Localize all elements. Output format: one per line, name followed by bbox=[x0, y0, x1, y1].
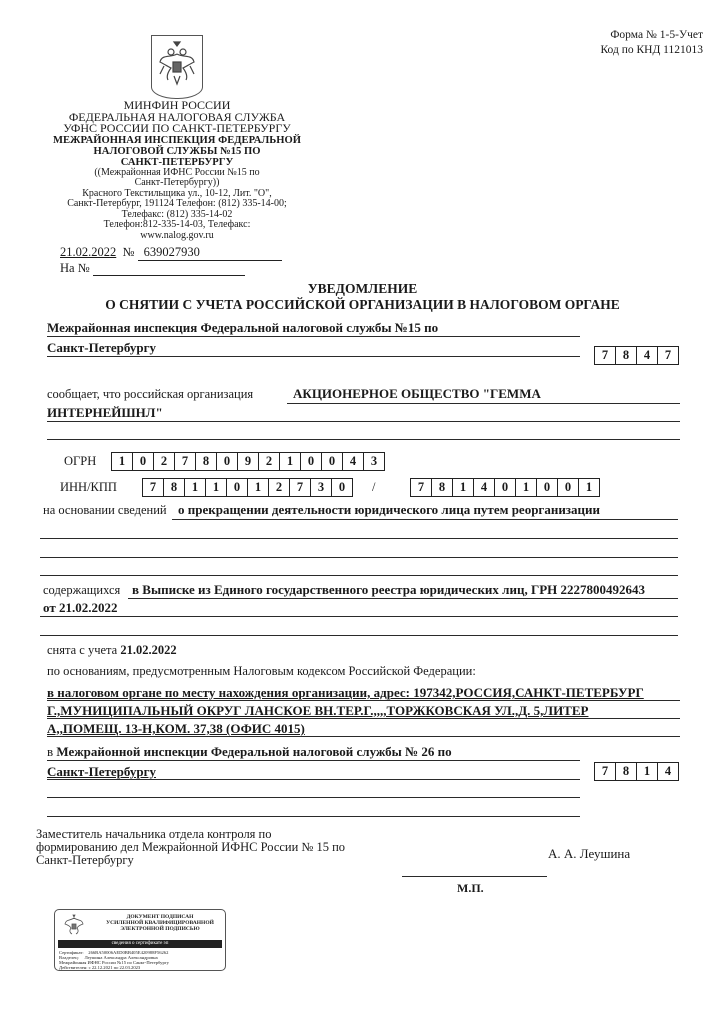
source-line-1: в Выписке из Единого государственного реестра юридических лиц, ГРН 2227800492643 bbox=[132, 582, 646, 597]
source-underline-1 bbox=[128, 598, 678, 599]
source-underline-2 bbox=[40, 616, 678, 617]
eds-header bbox=[97, 914, 223, 932]
digit-cell: 4 bbox=[343, 453, 364, 470]
signer-position-2: формированию дел Межрайонной ИФНС России № 15 по bbox=[36, 840, 346, 854]
document-reference bbox=[60, 245, 282, 276]
digit-cell: 0 bbox=[495, 479, 516, 496]
digit-cell: 2 bbox=[154, 453, 175, 470]
signature-line bbox=[402, 876, 547, 877]
digit-cell: 1 bbox=[585, 480, 593, 494]
digit-cell: 0 bbox=[338, 480, 346, 494]
issuer-underline-1 bbox=[47, 336, 580, 337]
eagle-emblem-icon bbox=[63, 913, 85, 937]
digit-cell: 0 bbox=[227, 479, 248, 496]
basis-underline bbox=[172, 519, 678, 520]
digit-cell: 0 bbox=[537, 479, 558, 496]
knd-code: Код по КНД 1121013 bbox=[600, 44, 703, 56]
document-number: 639027930 bbox=[138, 245, 282, 261]
number-label: № bbox=[122, 245, 135, 259]
grounds-underline-1 bbox=[47, 700, 680, 701]
ogrn-cells bbox=[111, 452, 385, 471]
inspection-short-1: ((Межрайонная ИФНС России №15 по bbox=[94, 166, 260, 178]
eds-cert-label: Сертификат: bbox=[59, 950, 84, 955]
digit-cell: 4 bbox=[474, 479, 495, 496]
target-name-2: Санкт-Петербургу bbox=[47, 764, 156, 779]
code-cell: 7 bbox=[595, 347, 616, 364]
service-name: ФЕДЕРАЛЬНАЯ НАЛОГОВАЯ СЛУЖБА bbox=[68, 109, 286, 124]
seal-place: М.П. bbox=[457, 881, 484, 895]
digit-cell: 7 bbox=[143, 479, 164, 496]
source-line-2: от 21.02.2022 bbox=[43, 600, 118, 615]
digit-cell: 1 bbox=[453, 479, 474, 496]
electronic-signature-stamp bbox=[54, 909, 226, 971]
org-label: сообщает, что российская организация bbox=[47, 387, 254, 401]
grounds-label: по основаниям, предусмотренным Налоговым кодексом Российской Федерации: bbox=[47, 664, 476, 678]
digit-cell: 7 bbox=[411, 479, 432, 496]
title-line-2: О СНЯТИИ С УЧЕТА РОССИЙСКОЙ ОРГАНИЗАЦИИ В НАЛОГОВОМ ОРГАНЕ bbox=[105, 297, 620, 312]
basis-label: на основании сведений bbox=[43, 503, 167, 517]
inspection-name-1: МЕЖРАЙОННАЯ ИНСПЕКЦИЯ ФЕДЕРАЛЬНОЙ bbox=[52, 134, 301, 146]
inn-kpp-slash: / bbox=[372, 480, 376, 494]
grounds-line-1: в налоговом органе по месту нахождения организации, адрес: 197342,РОССИЯ,САНКТ-ПЕТЕРБУРГ bbox=[47, 685, 644, 700]
digit-cell: 0 bbox=[558, 479, 579, 496]
org-underline-2 bbox=[47, 421, 680, 422]
code-cell: 8 bbox=[616, 347, 637, 364]
source-label: содержащихся bbox=[43, 583, 121, 597]
target-underline-1 bbox=[47, 760, 580, 761]
eds-header-3: ЭЛЕКТРОННОЙ ПОДПИСЬЮ bbox=[120, 926, 200, 932]
inn-cells bbox=[142, 478, 353, 497]
grounds-line-2: Г.,МУНИЦИПАЛЬНЫЙ ОКРУГ ЛАНСКОЕ ВН.ТЕР.Г.,,,,ТОРЖКОВСКАЯ УЛ.,Д. 5,ЛИТЕР bbox=[47, 703, 589, 718]
eds-cert-value: 266BA50006AED0BB405E420988F56262 bbox=[88, 950, 169, 955]
form-number: Форма № 1-5-Учет bbox=[610, 29, 703, 41]
ministry-name: МИНФИН РОССИИ bbox=[123, 98, 231, 112]
digit-cell: 8 bbox=[432, 479, 453, 496]
org-underline-1 bbox=[287, 403, 680, 404]
signer-position-1: Заместитель начальника отдела контроля по bbox=[36, 827, 272, 841]
blank-line bbox=[40, 575, 678, 576]
digit-cell: 8 bbox=[196, 453, 217, 470]
blank-line bbox=[47, 816, 580, 817]
inn-kpp-label: ИНН/КПП bbox=[60, 480, 117, 494]
target-line-1 bbox=[47, 744, 452, 760]
target-underline-2 bbox=[47, 779, 580, 780]
digit-cell: 7 bbox=[175, 453, 196, 470]
blank-line bbox=[40, 538, 678, 539]
eds-header-2: УСИЛЕННОЙ КВАЛИФИЦИРОВАННОЙ bbox=[106, 920, 214, 926]
eds-certificate-bar: сведения о сертификате эп bbox=[58, 940, 222, 948]
code-cell: 8 bbox=[616, 763, 637, 780]
grounds-underline-3 bbox=[47, 736, 680, 737]
digit-cell: 2 bbox=[269, 479, 290, 496]
document-title bbox=[0, 281, 725, 313]
eds-org: Межрайонная ИФНС России №15 по Санкт-Петербургу bbox=[59, 960, 169, 965]
blank-line bbox=[40, 557, 678, 558]
blank-line bbox=[47, 797, 580, 798]
digit-cell: 7 bbox=[290, 479, 311, 496]
ogrn-label: ОГРН bbox=[64, 454, 97, 468]
reply-to-number-line bbox=[93, 261, 245, 276]
code-cell: 7 bbox=[664, 348, 672, 362]
digit-cell: 0 bbox=[322, 453, 343, 470]
signer-name: А. А. Леушина bbox=[548, 846, 631, 861]
digit-cell: 0 bbox=[133, 453, 154, 470]
digit-cell: 1 bbox=[248, 479, 269, 496]
digit-cell: 8 bbox=[164, 479, 185, 496]
website: www.nalog.gov.ru bbox=[140, 229, 214, 241]
org-underline-3 bbox=[47, 439, 680, 440]
inspection-short-2: Санкт-Петербургу)) bbox=[134, 177, 220, 189]
code-cell: 7 bbox=[595, 763, 616, 780]
authority-block bbox=[22, 100, 332, 241]
eds-validity-row bbox=[59, 965, 140, 970]
code-cell: 1 bbox=[637, 763, 658, 780]
reply-to-label: На № bbox=[60, 261, 90, 275]
ufns-name: УФНС РОССИИ ПО САНКТ-ПЕТЕРБУРГУ bbox=[63, 121, 291, 136]
address-1: Красного Текстильщика ул., 10-12, Лит. "О", bbox=[82, 187, 272, 199]
eds-valid-value: с 22.12.2021 по 22.03.2023 bbox=[88, 965, 141, 970]
signer-position-3: Санкт-Петербургу bbox=[36, 853, 134, 867]
digit-cell: 3 bbox=[370, 454, 378, 468]
address-2: Санкт-Петербург, 191124 Телефон: (812) 335-14-00; bbox=[67, 198, 287, 210]
address-3: Телефакс: (812) 335-14-02 bbox=[121, 208, 233, 220]
basis-value: о прекращении деятельности юридического лица путем реорганизации bbox=[178, 502, 600, 517]
eds-valid-label: Действителен: bbox=[59, 965, 88, 970]
digit-cell: 1 bbox=[516, 479, 537, 496]
digit-cell: 2 bbox=[259, 453, 280, 470]
target-name-1: Межрайонной инспекции Федеральной налоговой службы № 26 по bbox=[56, 744, 452, 759]
eds-owner-value: Леушина Александра Александровна bbox=[84, 955, 158, 960]
issuer-code-cells bbox=[594, 346, 679, 365]
digit-cell: 1 bbox=[206, 479, 227, 496]
inspection-name-2: НАЛОГОВОЙ СЛУЖБЫ №15 ПО bbox=[93, 145, 261, 157]
issuer-underline-2 bbox=[47, 356, 580, 357]
code-cell: 4 bbox=[637, 347, 658, 364]
digit-cell: 0 bbox=[301, 453, 322, 470]
kpp-cells bbox=[410, 478, 600, 497]
digit-cell: 1 bbox=[112, 453, 133, 470]
removed-text: снята с учета bbox=[47, 643, 118, 657]
address-4: Телефон:812-335-14-03, Телефакс: bbox=[103, 219, 251, 231]
blank-line bbox=[40, 635, 678, 636]
code-cell: 4 bbox=[664, 764, 672, 778]
org-name-line-1: АКЦИОНЕРНОЕ ОБЩЕСТВО "ГЕММА bbox=[293, 386, 541, 401]
signer-position bbox=[36, 828, 345, 867]
form-code-block bbox=[600, 28, 703, 58]
digit-cell: 1 bbox=[185, 479, 206, 496]
target-prefix: в bbox=[47, 744, 54, 759]
digit-cell: 0 bbox=[217, 453, 238, 470]
grounds-line-3: А,,ПОМЕЩ. 13-Н,КОМ. 37,38 (ОФИС 4015) bbox=[47, 721, 305, 736]
removed-label bbox=[47, 643, 177, 658]
russian-coat-of-arms-icon bbox=[151, 35, 203, 99]
issuer-line-1: Межрайонная инспекция Федеральной налоговой службы №15 по bbox=[47, 320, 439, 335]
org-name-line-2: ИНТЕРНЕЙШНЛ" bbox=[47, 405, 163, 420]
digit-cell: 3 bbox=[311, 479, 332, 496]
eds-header-1: ДОКУМЕНТ ПОДПИСАН bbox=[126, 914, 194, 920]
digit-cell: 1 bbox=[280, 453, 301, 470]
eds-owner-label: Владелец: bbox=[59, 955, 79, 960]
document-date: 21.02.2022 bbox=[60, 245, 117, 259]
digit-cell: 9 bbox=[238, 453, 259, 470]
issuer-line-2: Санкт-Петербургу bbox=[47, 340, 156, 355]
grounds-underline-2 bbox=[47, 718, 680, 719]
target-code-cells bbox=[594, 762, 679, 781]
inspection-name-3: САНКТ-ПЕТЕРБУРГУ bbox=[120, 156, 234, 168]
removed-date: 21.02.2022 bbox=[120, 643, 177, 657]
title-line-1: УВЕДОМЛЕНИЕ bbox=[307, 281, 418, 296]
